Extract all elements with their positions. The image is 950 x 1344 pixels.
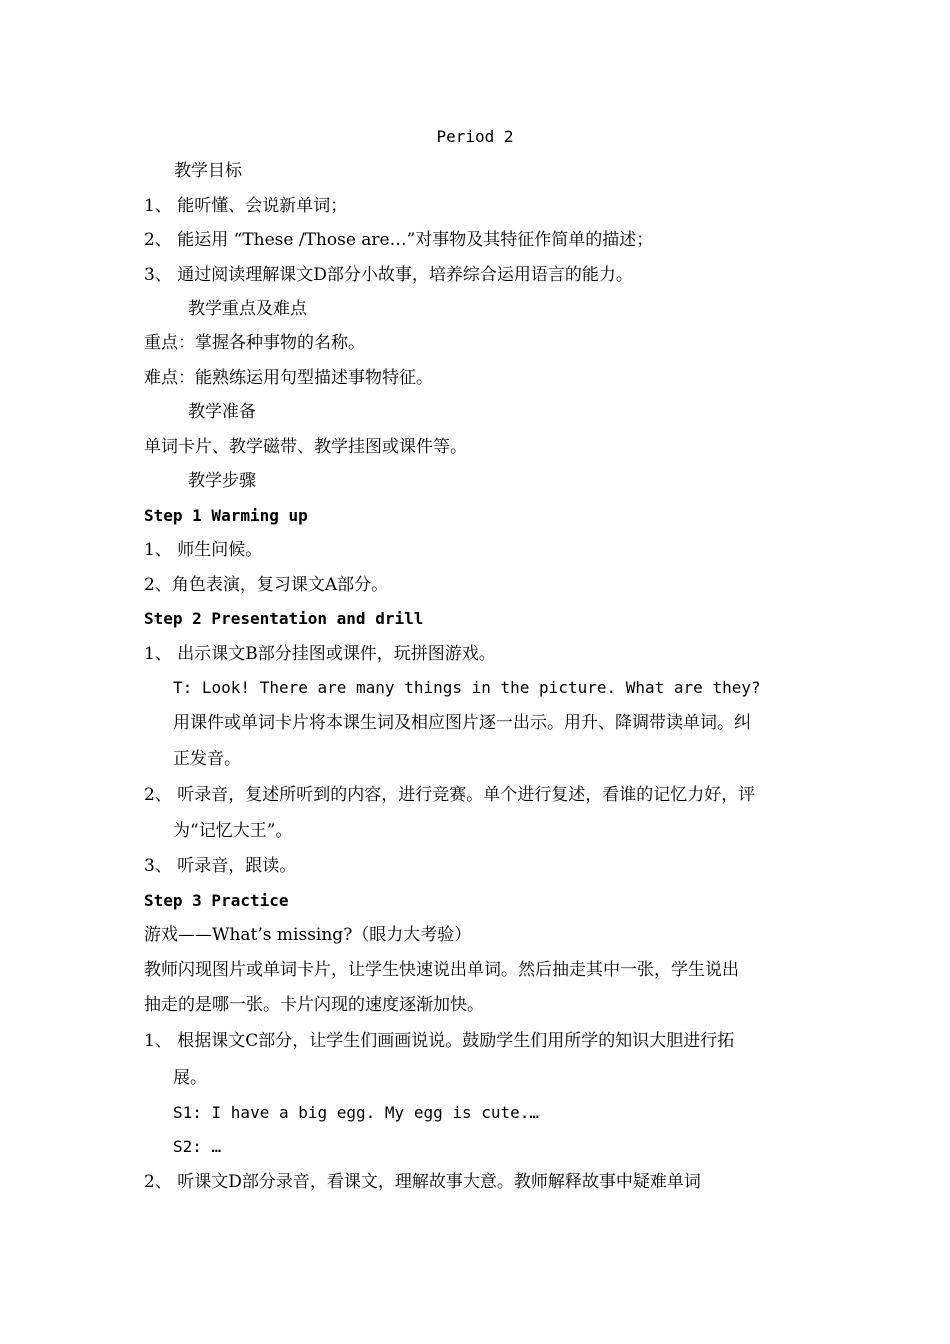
game-title (0, 918, 950, 952)
step-2-item-2-line-2: 为“记忆大王”。 (173, 821, 293, 841)
step-3-game: 游戏——What’s missing?（眼力大考验） (144, 925, 472, 945)
objective-3: 3、 通过阅读理解课文D部分小故事，培养综合运用语言的能力。 (144, 265, 633, 285)
title-text: Period 2 (436, 127, 514, 146)
step-1-item-1: 1、 师生问候。 (144, 540, 263, 560)
step-2-heading (0, 602, 950, 636)
section-heading-preparation (0, 395, 950, 429)
step-2-item-2-line-1: 2、 听录音，复述所听到的内容，进行竞赛。单个进行复述，看谁的记忆力好，评 (144, 785, 756, 805)
list-item (0, 568, 950, 602)
objectives-heading: 教学目标 (174, 161, 242, 181)
list-item (0, 223, 950, 257)
list-item-continuation (0, 814, 950, 848)
dialogue-line (0, 1096, 950, 1130)
list-item-continuation (0, 1061, 950, 1095)
difficult-point-text: 难点：能熟练运用句型描述事物特征。 (144, 368, 433, 388)
note-line (0, 706, 950, 740)
list-item (0, 189, 950, 223)
step-3-item-1-line-2: 展。 (173, 1068, 207, 1088)
step-3-game-desc-1: 教师闪现图片或单词卡片，让学生快速说出单词。然后抽走其中一张，学生说出 (144, 960, 739, 980)
step-2-item-1: 1、 出示课文B部分挂图或课件，玩拼图游戏。 (144, 644, 496, 664)
step-3-game-desc-2: 抽走的是哪一张。卡片闪现的速度逐渐加快。 (144, 995, 484, 1015)
note-line (0, 742, 950, 776)
step-2-item-3: 3、 听录音，跟读。 (144, 856, 297, 876)
section-heading-steps (0, 464, 950, 498)
paragraph-line (0, 953, 950, 987)
preparation (0, 430, 950, 464)
page-title (0, 120, 950, 154)
list-item (0, 849, 950, 883)
key-point-text: 重点：掌握各种事物的名称。 (144, 333, 365, 353)
list-item (0, 1024, 950, 1058)
list-item (0, 533, 950, 567)
list-item (0, 1165, 950, 1199)
step-1-item-2: 2、角色表演，复习课文A部分。 (144, 575, 389, 595)
key-points-heading: 教学重点及难点 (188, 299, 307, 319)
section-heading-objectives (0, 154, 950, 188)
step-1-heading (0, 499, 950, 533)
objective-2: 2、 能运用 “These /Those are…”对事物及其特征作简单的描述； (144, 230, 654, 250)
step-1-heading-text: Step 1 Warming up (144, 506, 308, 525)
step-2-dialogue: T: Look! There are many things in the picture. What are they? (173, 678, 761, 697)
objective-1: 1、 能听懂、会说新单词； (144, 196, 348, 216)
paragraph-line (0, 988, 950, 1022)
key-point (0, 326, 950, 360)
step-2-heading-text: Step 2 Presentation and drill (144, 609, 424, 628)
list-item (0, 637, 950, 671)
list-item (0, 258, 950, 292)
step-3-s2: S2: … (173, 1137, 222, 1156)
list-item (0, 778, 950, 812)
preparation-text: 单词卡片、教学磁带、教学挂图或课件等。 (144, 437, 467, 457)
step-3-s1: S1: I have a big egg. My egg is cute.… (173, 1103, 540, 1122)
dialogue-line (0, 1130, 950, 1164)
step-3-item-1-line-1: 1、 根据课文C部分，让学生们画画说说。鼓励学生们用所学的知识大胆进行拓 (144, 1031, 735, 1051)
difficult-point (0, 361, 950, 395)
step-2-note-1: 用课件或单词卡片将本课生词及相应图片逐一出示。用升、降调带读单词。纠 (173, 713, 751, 733)
step-3-heading-text: Step 3 Practice (144, 891, 289, 910)
step-3-heading (0, 884, 950, 918)
step-3-item-2-line-1: 2、 听课文D部分录音，看课文，理解故事大意。教师解释故事中疑难单词 (144, 1172, 701, 1192)
dialogue-line (0, 671, 950, 705)
steps-heading: 教学步骤 (188, 471, 256, 491)
preparation-heading: 教学准备 (188, 402, 256, 422)
section-heading-key-points (0, 292, 950, 326)
step-2-note-2: 正发音。 (173, 749, 241, 769)
